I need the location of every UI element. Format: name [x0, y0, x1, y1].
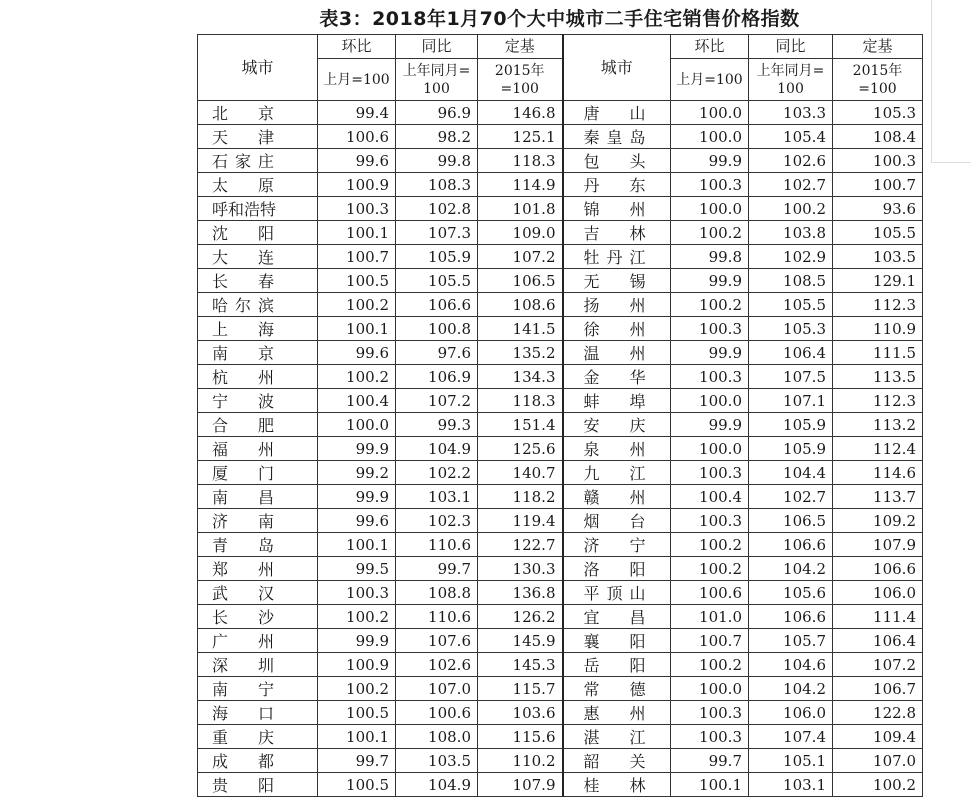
city-name-right: 平 顶 山	[563, 581, 671, 605]
yoy-value-right: 105.1	[749, 749, 833, 773]
base-value-right: 112.3	[833, 293, 923, 317]
yoy-value-left: 102.6	[396, 653, 478, 677]
city-header-right: 城市	[563, 35, 671, 101]
yoy-value-right: 107.5	[749, 365, 833, 389]
yoy-value-right: 104.2	[749, 677, 833, 701]
city-name-right: 温 州	[563, 341, 671, 365]
city-name-left: 南 京	[198, 341, 318, 365]
yoy-value-right: 103.8	[749, 221, 833, 245]
city-name-right: 韶 关	[563, 749, 671, 773]
base-value-right: 110.9	[833, 317, 923, 341]
city-name-left: 长 春	[198, 269, 318, 293]
city-name-left: 沈 阳	[198, 221, 318, 245]
base-value-right: 113.2	[833, 413, 923, 437]
yoy-value-left: 103.5	[396, 749, 478, 773]
mom-value-right: 100.4	[671, 485, 749, 509]
mom-value-right: 100.0	[671, 197, 749, 221]
base-value-right: 106.4	[833, 629, 923, 653]
yoy-value-left: 110.6	[396, 533, 478, 557]
table-row	[198, 101, 923, 125]
base-header-right: 定基	[833, 35, 923, 59]
yoy-value-left: 97.6	[396, 341, 478, 365]
yoy-base-left: 上年同月= 100	[396, 59, 478, 101]
yoy-value-right: 102.7	[749, 485, 833, 509]
mom-value-left: 100.2	[318, 365, 396, 389]
mom-value-right: 101.0	[671, 605, 749, 629]
city-name-right: 丹 东	[563, 173, 671, 197]
city-name-left: 福 州	[198, 437, 318, 461]
yoy-value-right: 103.3	[749, 101, 833, 125]
yoy-value-left: 102.2	[396, 461, 478, 485]
yoy-value-right: 108.5	[749, 269, 833, 293]
base-value-right: 106.6	[833, 557, 923, 581]
mom-value-left: 100.5	[318, 701, 396, 725]
base-value-right: 113.5	[833, 365, 923, 389]
table-row	[198, 557, 923, 581]
yoy-value-left: 104.9	[396, 773, 478, 797]
yoy-value-right: 105.9	[749, 437, 833, 461]
yoy-value-right: 104.4	[749, 461, 833, 485]
yoy-value-left: 96.9	[396, 101, 478, 125]
base-value-left: 118.3	[478, 389, 563, 413]
table-row	[198, 701, 923, 725]
mom-header-left: 环比	[318, 35, 396, 59]
base-value-left: 125.1	[478, 125, 563, 149]
yoy-value-left: 99.7	[396, 557, 478, 581]
base-value-left: 103.6	[478, 701, 563, 725]
city-name-right: 金 华	[563, 365, 671, 389]
table-row	[198, 269, 923, 293]
mom-value-left: 99.4	[318, 101, 396, 125]
mom-value-right: 99.8	[671, 245, 749, 269]
city-name-right: 唐 山	[563, 101, 671, 125]
city-name-left: 厦 门	[198, 461, 318, 485]
mom-value-right: 100.2	[671, 293, 749, 317]
mom-value-left: 100.1	[318, 317, 396, 341]
city-name-left: 广 州	[198, 629, 318, 653]
fix-base-right: 2015年 =100	[833, 59, 923, 101]
city-name-left: 南 宁	[198, 677, 318, 701]
yoy-value-left: 105.9	[396, 245, 478, 269]
city-header-left: 城市	[198, 35, 318, 101]
base-value-left: 130.3	[478, 557, 563, 581]
city-name-left: 天 津	[198, 125, 318, 149]
mom-value-right: 100.2	[671, 653, 749, 677]
city-name-left: 杭 州	[198, 365, 318, 389]
mom-value-right: 100.0	[671, 101, 749, 125]
base-value-left: 136.8	[478, 581, 563, 605]
table-row	[198, 245, 923, 269]
yoy-value-left: 100.6	[396, 701, 478, 725]
city-name-right: 蚌 埠	[563, 389, 671, 413]
base-value-left: 145.3	[478, 653, 563, 677]
city-name-left: 北 京	[198, 101, 318, 125]
city-name-left: 大 连	[198, 245, 318, 269]
city-name-left: 青 岛	[198, 533, 318, 557]
mom-value-left: 100.3	[318, 197, 396, 221]
mom-value-right: 99.9	[671, 413, 749, 437]
yoy-value-right: 102.7	[749, 173, 833, 197]
mom-value-left: 100.5	[318, 269, 396, 293]
yoy-value-left: 100.8	[396, 317, 478, 341]
yoy-value-left: 108.3	[396, 173, 478, 197]
yoy-value-right: 105.6	[749, 581, 833, 605]
city-name-left: 上 海	[198, 317, 318, 341]
base-value-left: 115.6	[478, 725, 563, 749]
base-value-left: 118.2	[478, 485, 563, 509]
yoy-value-right: 105.3	[749, 317, 833, 341]
table-row	[198, 533, 923, 557]
city-name-right: 洛 阳	[563, 557, 671, 581]
yoy-value-right: 102.6	[749, 149, 833, 173]
city-name-right: 宜 昌	[563, 605, 671, 629]
table-row	[198, 725, 923, 749]
base-value-right: 129.1	[833, 269, 923, 293]
city-name-left: 合 肥	[198, 413, 318, 437]
base-value-right: 105.3	[833, 101, 923, 125]
yoy-value-right: 107.4	[749, 725, 833, 749]
base-value-left: 101.8	[478, 197, 563, 221]
base-header-left: 定基	[478, 35, 563, 59]
base-value-right: 106.0	[833, 581, 923, 605]
yoy-value-left: 98.2	[396, 125, 478, 149]
base-value-left: 106.5	[478, 269, 563, 293]
mom-value-right: 100.6	[671, 581, 749, 605]
table-row	[198, 677, 923, 701]
yoy-value-left: 110.6	[396, 605, 478, 629]
base-value-right: 106.7	[833, 677, 923, 701]
mom-value-left: 99.7	[318, 749, 396, 773]
yoy-header-left: 同比	[396, 35, 478, 59]
mom-value-left: 100.2	[318, 605, 396, 629]
base-value-right: 107.2	[833, 653, 923, 677]
yoy-value-right: 106.4	[749, 341, 833, 365]
base-value-right: 105.5	[833, 221, 923, 245]
table-row	[198, 605, 923, 629]
mom-value-right: 99.9	[671, 269, 749, 293]
city-name-left: 济 南	[198, 509, 318, 533]
mom-value-right: 100.1	[671, 773, 749, 797]
city-name-right: 锦 州	[563, 197, 671, 221]
mom-value-left: 100.6	[318, 125, 396, 149]
city-name-right: 吉 林	[563, 221, 671, 245]
city-name-left: 南 昌	[198, 485, 318, 509]
table-row	[198, 365, 923, 389]
mom-value-right: 100.0	[671, 437, 749, 461]
yoy-value-right: 105.7	[749, 629, 833, 653]
base-value-left: 114.9	[478, 173, 563, 197]
city-name-left: 贵 阳	[198, 773, 318, 797]
fix-base-left: 2015年 =100	[478, 59, 563, 101]
city-name-left: 宁 波	[198, 389, 318, 413]
yoy-value-left: 99.8	[396, 149, 478, 173]
city-name-right: 牡 丹 江	[563, 245, 671, 269]
yoy-value-left: 105.5	[396, 269, 478, 293]
city-name-left: 重 庆	[198, 725, 318, 749]
city-name-right: 包 头	[563, 149, 671, 173]
base-value-left: 107.2	[478, 245, 563, 269]
mom-value-right: 100.2	[671, 221, 749, 245]
yoy-value-left: 103.1	[396, 485, 478, 509]
mom-value-right: 100.0	[671, 677, 749, 701]
city-name-left: 海 口	[198, 701, 318, 725]
mom-value-right: 99.7	[671, 749, 749, 773]
base-value-right: 107.0	[833, 749, 923, 773]
mom-value-left: 99.6	[318, 509, 396, 533]
yoy-value-left: 102.3	[396, 509, 478, 533]
city-name-right: 扬 州	[563, 293, 671, 317]
base-value-left: 107.9	[478, 773, 563, 797]
base-value-left: 108.6	[478, 293, 563, 317]
table-row	[198, 389, 923, 413]
table-row	[198, 341, 923, 365]
mom-base-right: 上月=100	[671, 59, 749, 101]
mom-value-left: 100.1	[318, 725, 396, 749]
city-name-right: 惠 州	[563, 701, 671, 725]
mom-value-right: 100.3	[671, 365, 749, 389]
yoy-value-left: 107.0	[396, 677, 478, 701]
mom-value-right: 100.3	[671, 173, 749, 197]
base-value-right: 112.3	[833, 389, 923, 413]
base-value-right: 109.2	[833, 509, 923, 533]
price-index-table	[197, 34, 923, 797]
mom-value-left: 100.9	[318, 173, 396, 197]
city-name-left: 石 家 庄	[198, 149, 318, 173]
table-title: 表3：2018年1月70个大中城市二手住宅销售价格指数	[319, 8, 800, 30]
table-row	[198, 149, 923, 173]
base-value-left: 135.2	[478, 341, 563, 365]
yoy-value-left: 102.8	[396, 197, 478, 221]
mom-value-left: 99.5	[318, 557, 396, 581]
city-name-left: 太 原	[198, 173, 318, 197]
mom-value-right: 100.0	[671, 389, 749, 413]
yoy-value-left: 108.0	[396, 725, 478, 749]
side-panel	[931, 0, 971, 163]
mom-value-right: 100.3	[671, 725, 749, 749]
city-name-right: 湛 江	[563, 725, 671, 749]
yoy-value-right: 106.6	[749, 533, 833, 557]
yoy-value-right: 105.4	[749, 125, 833, 149]
base-value-right: 93.6	[833, 197, 923, 221]
yoy-value-left: 107.6	[396, 629, 478, 653]
base-value-right: 108.4	[833, 125, 923, 149]
city-name-left: 哈 尔 滨	[198, 293, 318, 317]
mom-value-right: 100.7	[671, 629, 749, 653]
mom-header-right: 环比	[671, 35, 749, 59]
base-value-right: 114.6	[833, 461, 923, 485]
table-row	[198, 293, 923, 317]
table-row	[198, 173, 923, 197]
mom-value-right: 100.3	[671, 317, 749, 341]
base-value-right: 113.7	[833, 485, 923, 509]
table-row	[198, 653, 923, 677]
mom-value-left: 100.3	[318, 581, 396, 605]
mom-value-right: 99.9	[671, 149, 749, 173]
base-value-left: 141.5	[478, 317, 563, 341]
table-row	[198, 509, 923, 533]
yoy-base-right: 上年同月= 100	[749, 59, 833, 101]
yoy-value-right: 100.2	[749, 197, 833, 221]
city-name-left: 成 都	[198, 749, 318, 773]
mom-value-left: 99.2	[318, 461, 396, 485]
mom-value-right: 100.3	[671, 461, 749, 485]
base-value-left: 145.9	[478, 629, 563, 653]
base-value-left: 134.3	[478, 365, 563, 389]
mom-value-right: 100.3	[671, 701, 749, 725]
table-row	[198, 461, 923, 485]
city-name-left: 郑 州	[198, 557, 318, 581]
table-row	[198, 485, 923, 509]
mom-value-right: 99.9	[671, 341, 749, 365]
yoy-value-left: 107.3	[396, 221, 478, 245]
base-value-left: 125.6	[478, 437, 563, 461]
table-row	[198, 629, 923, 653]
base-value-left: 110.2	[478, 749, 563, 773]
city-name-right: 烟 台	[563, 509, 671, 533]
yoy-value-right: 106.5	[749, 509, 833, 533]
city-name-right: 泉 州	[563, 437, 671, 461]
base-value-right: 111.4	[833, 605, 923, 629]
city-name-left: 深 圳	[198, 653, 318, 677]
mom-value-right: 100.2	[671, 533, 749, 557]
city-name-right: 常 德	[563, 677, 671, 701]
mom-value-right: 100.0	[671, 125, 749, 149]
base-value-left: 122.7	[478, 533, 563, 557]
city-name-right: 九 江	[563, 461, 671, 485]
table-row	[198, 197, 923, 221]
base-value-right: 122.8	[833, 701, 923, 725]
city-name-right: 赣 州	[563, 485, 671, 509]
yoy-value-right: 106.6	[749, 605, 833, 629]
city-name-right: 襄 阳	[563, 629, 671, 653]
table-row	[198, 317, 923, 341]
mom-value-left: 100.7	[318, 245, 396, 269]
mom-value-left: 99.9	[318, 629, 396, 653]
table-row	[198, 413, 923, 437]
yoy-value-right: 105.5	[749, 293, 833, 317]
yoy-value-left: 106.9	[396, 365, 478, 389]
city-name-right: 秦 皇 岛	[563, 125, 671, 149]
base-value-left: 118.3	[478, 149, 563, 173]
base-value-right: 109.4	[833, 725, 923, 749]
mom-value-left: 99.9	[318, 437, 396, 461]
table-row	[198, 773, 923, 797]
table-row	[198, 581, 923, 605]
mom-base-left: 上月=100	[318, 59, 396, 101]
mom-value-left: 99.6	[318, 341, 396, 365]
mom-value-left: 100.2	[318, 293, 396, 317]
yoy-value-left: 108.8	[396, 581, 478, 605]
table-row	[198, 125, 923, 149]
table-row	[198, 749, 923, 773]
base-value-left: 151.4	[478, 413, 563, 437]
city-name-right: 安 庆	[563, 413, 671, 437]
mom-value-left: 100.5	[318, 773, 396, 797]
yoy-value-left: 104.9	[396, 437, 478, 461]
base-value-left: 119.4	[478, 509, 563, 533]
table-row	[198, 437, 923, 461]
table-body	[198, 101, 923, 797]
yoy-value-left: 107.2	[396, 389, 478, 413]
mom-value-left: 100.0	[318, 413, 396, 437]
base-value-right: 107.9	[833, 533, 923, 557]
yoy-value-right: 105.9	[749, 413, 833, 437]
mom-value-left: 100.1	[318, 533, 396, 557]
base-value-left: 126.2	[478, 605, 563, 629]
base-value-right: 100.3	[833, 149, 923, 173]
mom-value-left: 100.2	[318, 677, 396, 701]
city-name-left: 呼和浩特	[198, 197, 318, 221]
table-row	[198, 221, 923, 245]
mom-value-left: 100.1	[318, 221, 396, 245]
city-name-right: 济 宁	[563, 533, 671, 557]
mom-value-right: 100.2	[671, 557, 749, 581]
city-name-left: 长 沙	[198, 605, 318, 629]
base-value-right: 103.5	[833, 245, 923, 269]
yoy-value-right: 102.9	[749, 245, 833, 269]
city-name-right: 桂 林	[563, 773, 671, 797]
mom-value-left: 99.9	[318, 485, 396, 509]
yoy-value-right: 104.6	[749, 653, 833, 677]
base-value-left: 146.8	[478, 101, 563, 125]
mom-value-left: 100.4	[318, 389, 396, 413]
yoy-value-left: 99.3	[396, 413, 478, 437]
yoy-value-right: 103.1	[749, 773, 833, 797]
yoy-value-right: 107.1	[749, 389, 833, 413]
base-value-left: 140.7	[478, 461, 563, 485]
yoy-value-left: 106.6	[396, 293, 478, 317]
yoy-value-right: 106.0	[749, 701, 833, 725]
mom-value-left: 100.9	[318, 653, 396, 677]
city-name-right: 岳 阳	[563, 653, 671, 677]
city-name-right: 无 锡	[563, 269, 671, 293]
base-value-right: 112.4	[833, 437, 923, 461]
city-name-right: 徐 州	[563, 317, 671, 341]
base-value-right: 100.7	[833, 173, 923, 197]
base-value-left: 115.7	[478, 677, 563, 701]
base-value-left: 109.0	[478, 221, 563, 245]
mom-value-right: 100.3	[671, 509, 749, 533]
city-name-left: 武 汉	[198, 581, 318, 605]
mom-value-left: 99.6	[318, 149, 396, 173]
yoy-header-right: 同比	[749, 35, 833, 59]
yoy-value-right: 104.2	[749, 557, 833, 581]
base-value-right: 111.5	[833, 341, 923, 365]
base-value-right: 100.2	[833, 773, 923, 797]
